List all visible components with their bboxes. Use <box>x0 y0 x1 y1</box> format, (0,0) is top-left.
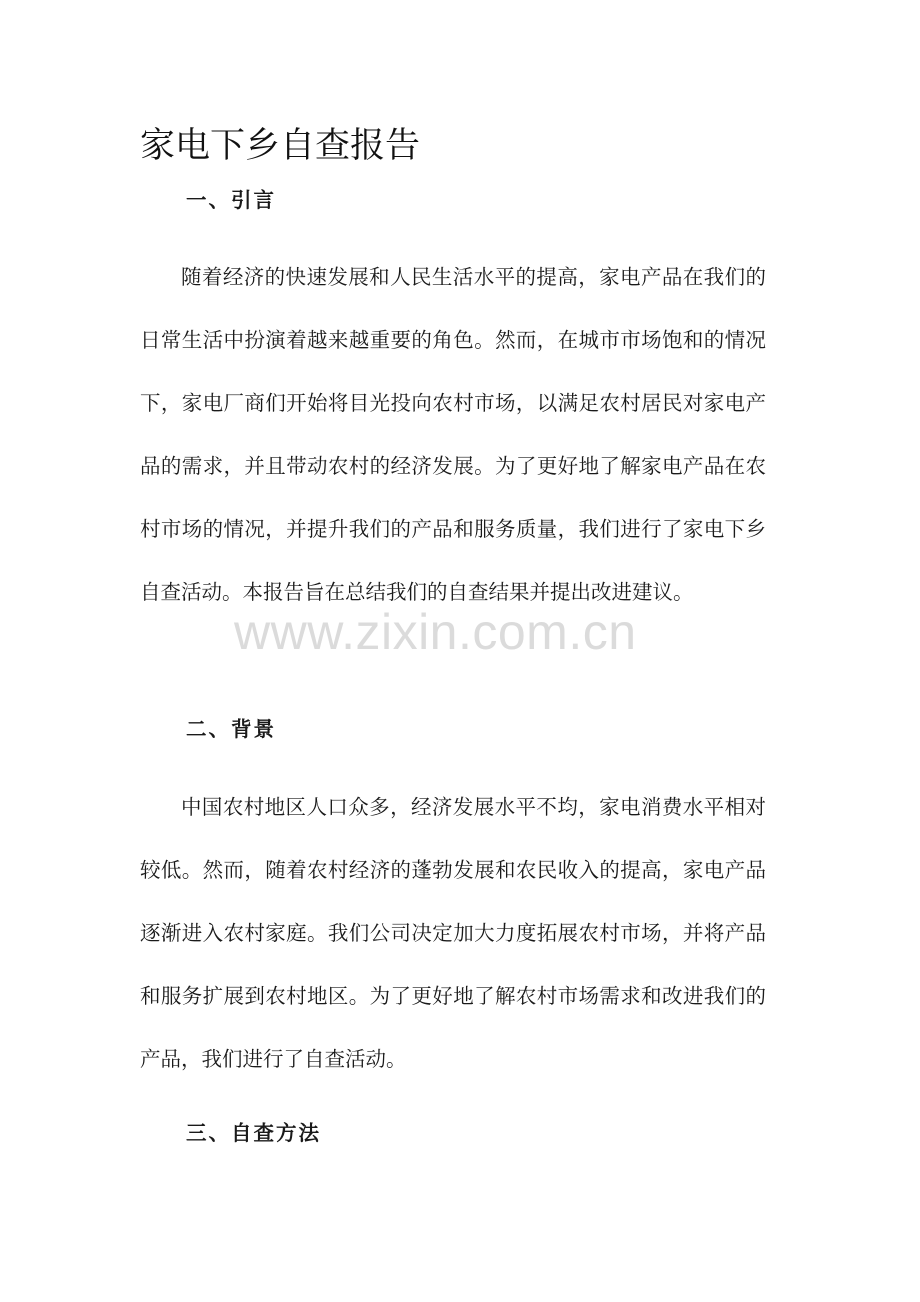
section-heading-method: 三、自查方法 <box>186 1121 321 1145</box>
section-heading-background: 二、背景 <box>186 717 276 741</box>
document-title: 家电下乡自查报告 <box>140 126 421 166</box>
section-heading-introduction: 一、引言 <box>186 188 276 212</box>
section-paragraph-introduction: 随着经济的快速发展和人民生活水平的提高，家电产品在我们的日常生活中扮演着越来越重要的角色。然而，在城市市场饱和的情况下，家电厂商们开始将目光投向农村市场，以满足农村居民对家电产品的需求，并且带动农村的经济发展。为了更好地了解家电产品在农村市场的情况，并提升我们的产品和服务质量，我们进行了家电下乡自查活动。本报告旨在总结我们的自查结果并提出改进建议。 <box>140 265 766 604</box>
watermark: www.zixin.com.cn <box>234 604 637 660</box>
section-paragraph-background: 中国农村地区人口众多，经济发展水平不均，家电消费水平相对较低。然而，随着农村经济的蓬勃发展和农民收入的提高，家电产品逐渐进入农村家庭。我们公司决定加大力度拓展农村市场，并将产品和服务扩展到农村地区。为了更好地了解农村市场需求和改进我们的产品，我们进行了自查活动。 <box>140 795 766 1071</box>
